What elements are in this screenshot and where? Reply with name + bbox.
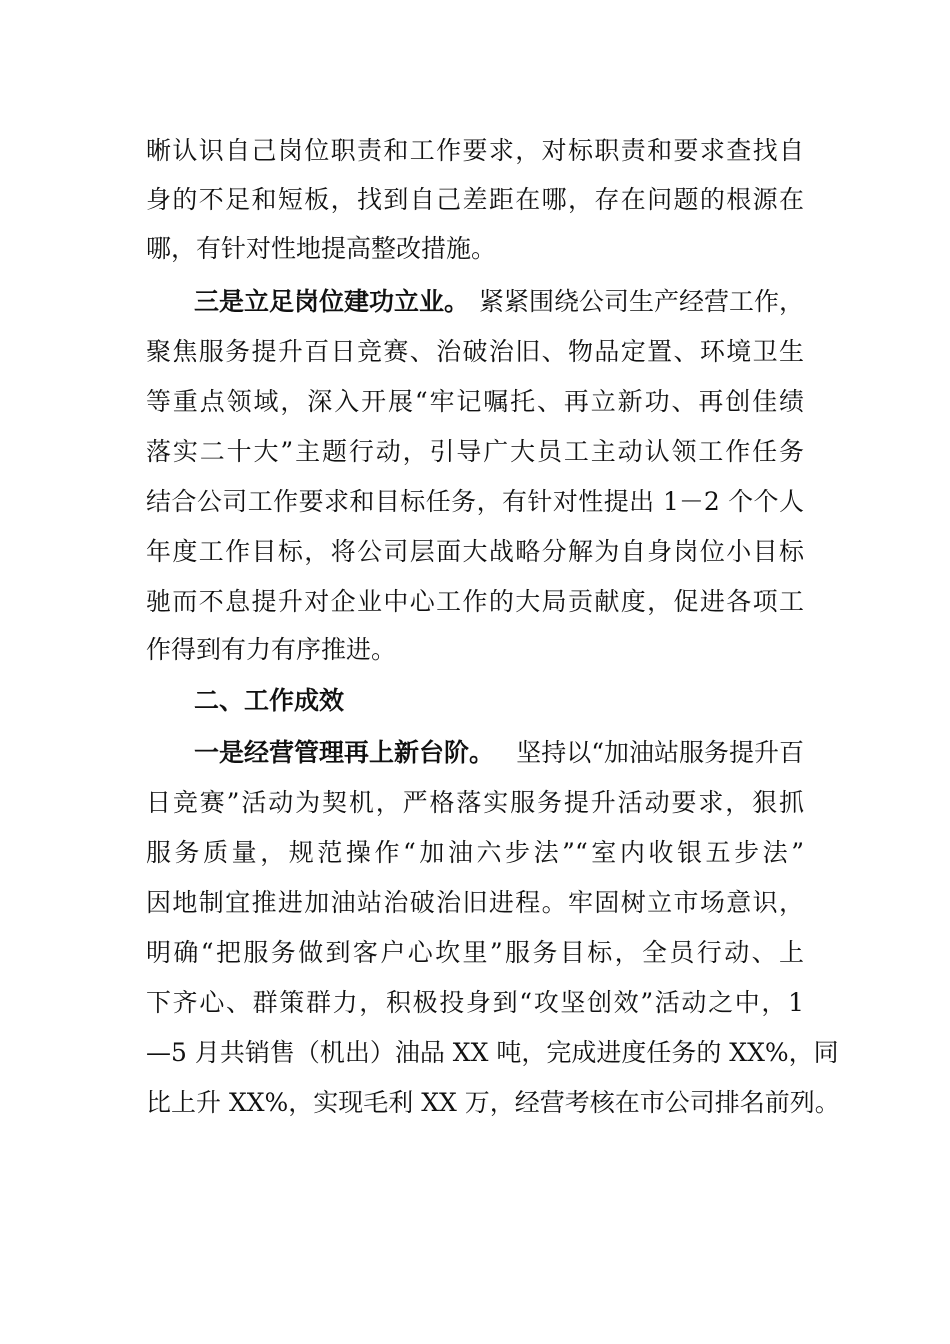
paragraph-2-line-3: 等重点领域，深入开展“牢记嘱托、再立新功、再创佳绩 (146, 387, 804, 416)
paragraph-1-line-2: 身的不足和短板，找到自己差距在哪，存在问题的根源在 (146, 185, 804, 214)
paragraph-3-line-3: 服务质量，规范操作“加油六步法”“室内收银五步法” (146, 838, 804, 867)
paragraph-2-line-1-rest: 紧紧围绕公司生产经营工作， (478, 287, 804, 316)
paragraph-2-line-8: 作得到有力有序推进。 (146, 635, 397, 664)
paragraph-3-line-5: 明确“把服务做到客户心坎里”服务目标，全员行动、上 (146, 938, 804, 967)
paragraph-3-lead: 一是经营管理再上新台阶。 (194, 738, 495, 767)
paragraph-3-line-1 (194, 733, 804, 773)
paragraph-1-line-3: 哪，有针对性地提高整改措施。 (146, 234, 497, 263)
paragraph-3-line-8: 比上升 XX%，实现毛利 XX 万，经营考核在市公司排名前列。 (146, 1088, 840, 1117)
paragraph-3-line-6: 下齐心、群策群力，积极投身到“攻坚创效”活动之中，1 (146, 988, 804, 1017)
paragraph-2-line-7: 驰而不息提升对企业中心工作的大局贡献度，促进各项工 (146, 587, 804, 616)
paragraph-2-lead: 三是立足岗位建功立业。 (194, 287, 470, 316)
paragraph-1-line-1: 晰认识自己岗位职责和工作要求，对标职责和要求查找自 (146, 136, 804, 165)
paragraph-3-line-4: 因地制宜推进加油站治破治旧进程。牢固树立市场意识， (146, 888, 804, 917)
paragraph-2-line-5: 结合公司工作要求和目标任务，有针对性提出 1－2 个个人 (146, 487, 804, 516)
paragraph-2-line-1 (194, 282, 804, 322)
section-heading: 二、工作成效 (194, 686, 345, 715)
paragraph-3-line-2: 日竞赛”活动为契机，严格落实服务提升活动要求，狠抓 (146, 788, 804, 817)
paragraph-2-line-6: 年度工作目标，将公司层面大战略分解为自身岗位小目标 (146, 537, 804, 566)
paragraph-2-line-4: 落实二十大”主题行动，引导广大员工主动认领工作任务 (146, 437, 804, 466)
paragraph-3-line-1-rest: 坚持以“加油站服务提升百 (516, 738, 804, 767)
paragraph-2-line-2: 聚焦服务提升百日竞赛、治破治旧、物品定置、环境卫生 (146, 337, 804, 366)
paragraph-3-line-7: —5 月共销售（机出）油品 XX 吨，完成进度任务的 XX%，同 (146, 1038, 839, 1067)
